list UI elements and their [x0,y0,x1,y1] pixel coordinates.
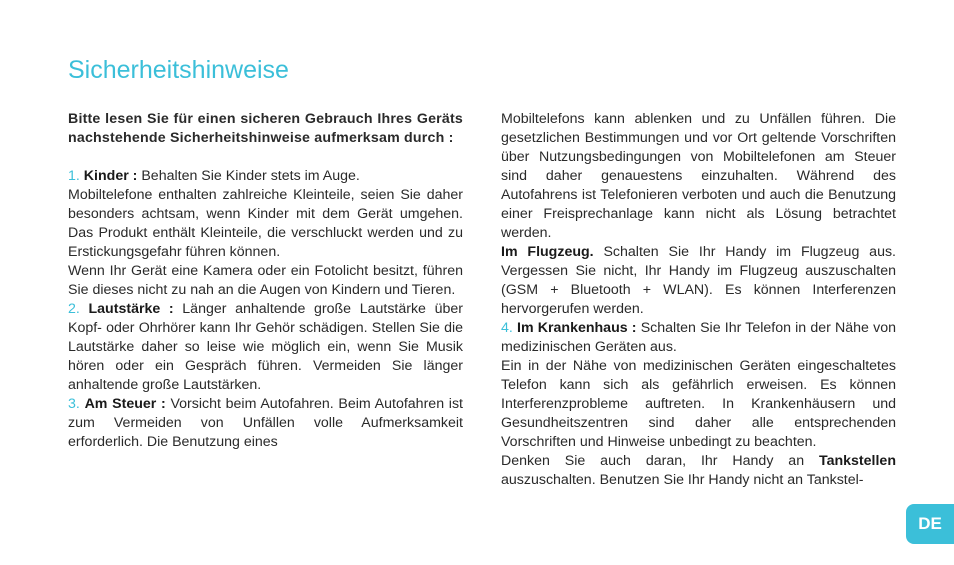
intro-text: Bitte lesen Sie für einen sicheren Gebrauch Ihres Geräts nachstehende Sicherheitshinweise aufmerksam durch : [68,111,463,146]
item-lead: Schalten Sie Ihr Handy im Flugzeug aus. Vergessen Sie nicht, Ihr Handy im Flugzeug auszuschalten (GSM + Bluetooth + WLAN). Es können Interferenzen hervorgerufen werden. [501,244,896,317]
paragraph: Mobiltelefone enthalten zahlreiche Kleinteile, seien Sie daher besonders achtsam, wenn Kinder mit dem Gerät umgehen. Das Produkt enthält Kleinteile, die verschluckt werden und zu Erstickungsgefahr führen können. [68,187,463,260]
item-heading: Am Steuer : [84,396,166,412]
item-number: 1. [68,168,80,184]
item-heading: Im Krankenhaus : [517,320,637,336]
item-children [68,167,463,186]
item-hospital [501,319,896,357]
item-gas-station [501,452,896,490]
text-fragment: auszuschalten. Benutzen Sie Ihr Handy nicht an Tankstel- [501,472,864,488]
page-title: Sicherheitshinweise [68,56,289,84]
item-lead: Behalten Sie Kinder stets im Auge. [137,168,360,184]
paragraph: Ein in der Nähe von medizinischen Geräten eingeschaltetes Telefon kann sich als gefährlich erweisen. Es können Interferenzprobleme auftreten. In Krankenhäusern und Gesundheitszentren sind daher alle entsprechenden Vorschriften und Hinweise unbedingt zu beachten. [501,358,896,450]
item-heading: Im Flugzeug. [501,244,594,260]
item-heading: Kinder : [83,168,138,184]
item-number: 3. [68,396,80,412]
item-heading: Lautstärke : [88,301,174,317]
item-lead: Schalten Sie Ihr Telefon in der Nähe von medizinischen Geräten aus. [501,320,896,355]
item-lead: Vorsicht beim Autofahren. Beim Autofahren ist zum Vermeiden von Unfällen volle Aufmerksamkeit erforderlich. Die Benutzung eines [68,396,463,450]
left-column [68,110,463,452]
language-tab: DE [906,504,954,544]
paragraph: Mobiltelefons kann ablenken und zu Unfällen führen. Die gesetzlichen Bestimmungen und vor Ort geltende Vorschriften über Nutzungsbedingungen von Mobiltelefonen am Steuer sind daher genauestens einzuhalten. Während des Autofahrens ist Telefonieren verboten und auch die Benutzung einer Freisprechanlage kann nicht als Lösung betrachtet werden. [501,111,896,241]
item-heading: Tankstellen [818,453,896,469]
right-column [501,110,896,490]
item-driving [68,395,463,452]
item-number: 2. [68,301,80,317]
paragraph: Wenn Ihr Gerät eine Kamera oder ein Fotolicht besitzt, führen Sie dieses nicht zu nah an die Augen von Kindern und Tieren. [68,263,463,298]
item-lead: Länger anhaltende große Lautstärke über Kopf- oder Ohrhörer kann Ihr Gehör schädigen. Stellen Sie die Lautstärke daher so leise wie möglich ein, wenn Sie Musik hören oder ein Gespräch führen. Vermeiden Sie länger anhaltende große Lautstärken. [68,301,463,393]
item-volume [68,300,463,395]
text-fragment: Denken Sie auch daran, Ihr Handy an [501,453,819,469]
item-airplane [501,243,896,319]
item-number: 4. [501,320,513,336]
